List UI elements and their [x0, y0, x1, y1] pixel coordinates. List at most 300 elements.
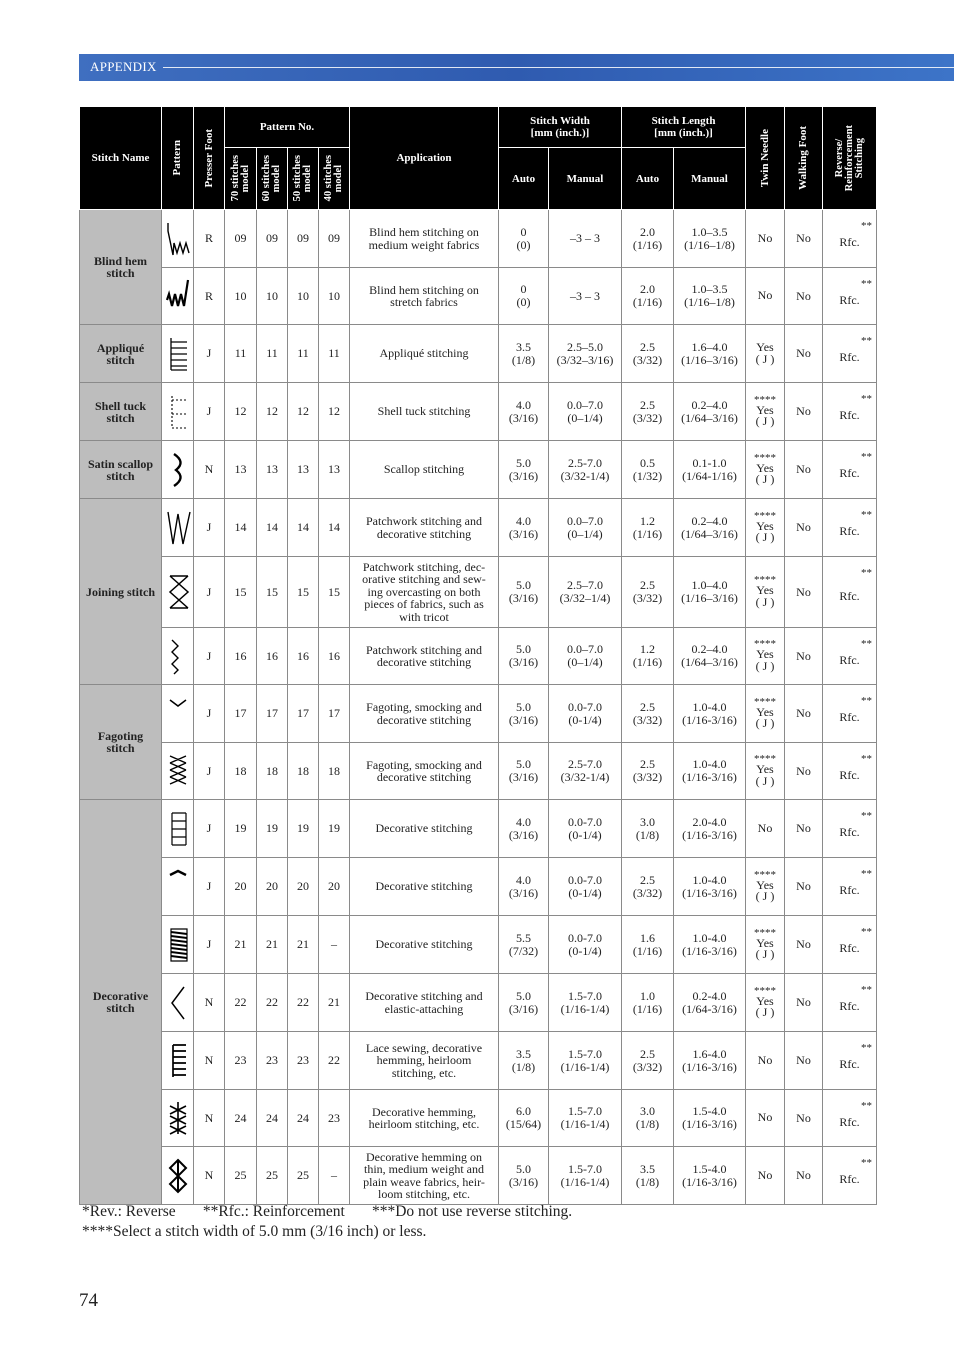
- width-manual: 0.0–7.0 (0–1/4): [549, 499, 622, 557]
- twin-needle-value: Yes ( J ): [755, 762, 775, 788]
- width-auto: 3.5 (1/8): [499, 1032, 549, 1090]
- pattern-no-60: 17: [257, 685, 288, 743]
- pattern-cell: [162, 210, 194, 268]
- twin-needle-note: ****: [754, 753, 776, 765]
- presser-foot: N: [194, 974, 225, 1032]
- walking-foot: No: [785, 1147, 823, 1205]
- reverse-reinforcement: [823, 325, 877, 383]
- pattern-no-70: 12: [225, 383, 257, 441]
- reinforcement-note: **: [861, 220, 872, 232]
- pattern-no-50: 21: [288, 916, 319, 974]
- length-auto: 1.2 (1/16): [622, 499, 674, 557]
- pattern-no-70: 10: [225, 268, 257, 325]
- pattern-cell: [162, 858, 194, 916]
- pattern-no-40: 14: [319, 499, 350, 557]
- length-auto: 2.5 (3/32): [622, 325, 674, 383]
- twin-needle-value: No: [757, 230, 773, 245]
- twin-needle-value: Yes ( J ): [755, 704, 775, 730]
- width-manual: –3 – 3: [549, 210, 622, 268]
- length-manual: 0.2-4.0 (1/64-3/16): [674, 974, 746, 1032]
- length-auto: 3.5 (1/8): [622, 1147, 674, 1205]
- twin-needle: [746, 858, 785, 916]
- stitch-group-name: Satin scallop stitch: [80, 441, 162, 499]
- decorative-dense-icon: [164, 925, 192, 965]
- reinforcement-value: Rfc.: [839, 652, 860, 667]
- walking-foot: No: [785, 916, 823, 974]
- presser-foot: J: [194, 383, 225, 441]
- pattern-cell: [162, 685, 194, 743]
- pattern-no-50: 18: [288, 743, 319, 800]
- twin-needle: [746, 210, 785, 268]
- pattern-no-60: 13: [257, 441, 288, 499]
- twin-needle: [746, 383, 785, 441]
- twin-needle-value: Yes ( J ): [755, 877, 775, 903]
- footnote-line-2: ****Select a stitch width of 5.0 mm (3/16 inch) or less.: [82, 1223, 427, 1240]
- width-manual: 0.0-7.0 (0-1/4): [549, 800, 622, 858]
- reverse-reinforcement: [823, 210, 877, 268]
- width-manual: 0.0–7.0 (0–1/4): [549, 383, 622, 441]
- twin-needle-value: No: [757, 1110, 773, 1125]
- pattern-cell: [162, 441, 194, 499]
- length-manual: 0.2–4.0 (1/64–3/16): [674, 499, 746, 557]
- pattern-no-60: 25: [257, 1147, 288, 1205]
- twin-needle-note: ****: [754, 926, 776, 939]
- pattern-no-50: 13: [288, 441, 319, 499]
- pattern-no-70: 22: [225, 974, 257, 1032]
- twin-needle-value: No: [757, 1052, 773, 1067]
- width-manual: 0.0-7.0 (0-1/4): [549, 685, 622, 743]
- presser-foot: N: [194, 441, 225, 499]
- twin-needle-note: ****: [754, 574, 776, 586]
- length-manual: 1.0-4.0 (1/16-3/16): [674, 858, 746, 916]
- decorative-chevron-icon: [164, 867, 192, 907]
- table-row: [80, 325, 877, 383]
- stretch-blind-hem-icon: [164, 276, 192, 316]
- satin-scallop-icon: [164, 450, 192, 490]
- header-model-60: 60 stitches model: [257, 148, 288, 210]
- reinforcement-value: Rfc.: [839, 1057, 860, 1071]
- twin-needle-note: ****: [754, 868, 776, 881]
- table-row: [80, 800, 877, 858]
- reinforcement-note: **: [861, 278, 872, 290]
- reinforcement-value: Rfc.: [839, 1114, 860, 1129]
- header-reverse: Reverse/ Reinforcement Stitching: [823, 107, 877, 210]
- application-text: Shell tuck stitching: [350, 383, 499, 441]
- length-auto: 2.5 (3/32): [622, 858, 674, 916]
- twin-needle-value: Yes ( J ): [755, 993, 775, 1019]
- pattern-no-60: 21: [257, 916, 288, 974]
- pattern-no-50: 11: [288, 325, 319, 383]
- reinforcement-note: **: [861, 984, 872, 996]
- reverse-reinforcement: [823, 743, 877, 800]
- walking-foot: No: [785, 858, 823, 916]
- walking-foot: No: [785, 325, 823, 383]
- length-auto: 1.2 (1/16): [622, 628, 674, 685]
- application-text: Blind hem stitching on medium weight fabrics: [350, 210, 499, 268]
- pattern-no-70: 16: [225, 628, 257, 685]
- reverse-reinforcement: [823, 628, 877, 685]
- reverse-reinforcement: [823, 974, 877, 1032]
- pattern-no-40: 09: [319, 210, 350, 268]
- pattern-no-70: 23: [225, 1032, 257, 1090]
- twin-needle: [746, 743, 785, 800]
- width-manual: 2.5-7.0 (3/32-1/4): [549, 743, 622, 800]
- table-row: [80, 499, 877, 557]
- pattern-no-40: 18: [319, 743, 350, 800]
- walking-foot: No: [785, 210, 823, 268]
- reinforcement-note: **: [861, 868, 872, 880]
- width-auto: 4.0 (3/16): [499, 383, 549, 441]
- twin-needle-note: ****: [754, 638, 776, 650]
- length-auto: 2.5 (3/32): [622, 383, 674, 441]
- table-row: [80, 974, 877, 1032]
- length-manual: 0.2–4.0 (1/64–3/16): [674, 628, 746, 685]
- decorative-ladder-icon: [164, 809, 192, 849]
- application-text: Patchwork stitching and decorative stitching: [350, 628, 499, 685]
- width-auto: 0 (0): [499, 210, 549, 268]
- length-manual: 1.0-4.0 (1/16-3/16): [674, 916, 746, 974]
- length-auto: 2.5 (3/32): [622, 743, 674, 800]
- pattern-no-60: 20: [257, 858, 288, 916]
- twin-needle-note: ****: [754, 393, 776, 406]
- table-row: [80, 628, 877, 685]
- joining-icon-2: [164, 572, 192, 612]
- pattern-no-70: 11: [225, 325, 257, 383]
- reinforcement-value: Rfc.: [839, 710, 860, 724]
- footnotes: [82, 1202, 572, 1242]
- reinforcement-value: Rfc.: [839, 767, 860, 782]
- table-row: [80, 858, 877, 916]
- walking-foot: No: [785, 800, 823, 858]
- pattern-no-40: 11: [319, 325, 350, 383]
- pattern-no-60: 16: [257, 628, 288, 685]
- application-text: Decorative stitching: [350, 858, 499, 916]
- header-width-auto: Auto: [499, 148, 549, 210]
- pattern-no-70: 19: [225, 800, 257, 858]
- twin-needle: [746, 268, 785, 325]
- width-auto: 4.0 (3/16): [499, 858, 549, 916]
- table-row: [80, 1090, 877, 1147]
- pattern-no-50: 22: [288, 974, 319, 1032]
- pattern-cell: [162, 325, 194, 383]
- length-manual: 2.0-4.0 (1/16-3/16): [674, 800, 746, 858]
- length-manual: 1.6–4.0 (1/16–3/16): [674, 325, 746, 383]
- reinforcement-value: Rfc.: [839, 350, 860, 364]
- length-manual: 0.1-1.0 (1/64-1/16): [674, 441, 746, 499]
- width-manual: 1.5-7.0 (1/16-1/4): [549, 1090, 622, 1147]
- pattern-cell: [162, 499, 194, 557]
- width-auto: 4.0 (3/16): [499, 499, 549, 557]
- twin-needle-value: Yes ( J ): [755, 460, 775, 486]
- application-text: Appliqué stitching: [350, 325, 499, 383]
- width-manual: –3 – 3: [549, 268, 622, 325]
- presser-foot: J: [194, 499, 225, 557]
- page-number: 74: [79, 1290, 98, 1311]
- twin-needle-value: Yes ( J ): [755, 935, 775, 961]
- table-row: [80, 1147, 877, 1205]
- length-manual: 1.5-4.0 (1/16-3/16): [674, 1090, 746, 1147]
- twin-needle-value: Yes ( J ): [755, 583, 775, 609]
- elastic-zigzag-icon: [164, 983, 192, 1023]
- pattern-cell: [162, 557, 194, 628]
- pattern-no-50: 10: [288, 268, 319, 325]
- length-manual: 1.0-4.0 (1/16-3/16): [674, 743, 746, 800]
- pattern-no-40: 17: [319, 685, 350, 743]
- reinforcement-value: Rfc.: [839, 825, 860, 839]
- header-model-70: 70 stitches model: [225, 148, 257, 210]
- width-auto: 5.0 (3/16): [499, 743, 549, 800]
- reinforcement-value: Rfc.: [839, 235, 860, 249]
- width-manual: 0.0-7.0 (0-1/4): [549, 858, 622, 916]
- pattern-cell: [162, 383, 194, 441]
- reinforcement-note: **: [861, 567, 872, 579]
- reinforcement-note: **: [861, 638, 872, 650]
- width-manual: 0.0-7.0 (0-1/4): [549, 916, 622, 974]
- twin-needle: [746, 1090, 785, 1147]
- walking-foot: No: [785, 628, 823, 685]
- reverse-reinforcement: [823, 1032, 877, 1090]
- length-manual: 0.2–4.0 (1/64–3/16): [674, 383, 746, 441]
- shell-tuck-icon: [164, 392, 192, 432]
- application-text: Fagoting, smocking and decorative stitching: [350, 743, 499, 800]
- twin-needle: [746, 974, 785, 1032]
- pattern-no-60: 10: [257, 268, 288, 325]
- presser-foot: R: [194, 268, 225, 325]
- application-text: Decorative stitching: [350, 916, 499, 974]
- stitch-group-name: Joining stitch: [80, 499, 162, 685]
- reinforcement-note: **: [861, 810, 872, 822]
- length-auto: 1.6 (1/16): [622, 916, 674, 974]
- walking-foot: No: [785, 441, 823, 499]
- reverse-reinforcement: [823, 858, 877, 916]
- length-auto: 2.5 (3/32): [622, 685, 674, 743]
- twin-needle-note: ****: [754, 984, 776, 997]
- twin-needle-value: No: [757, 288, 773, 303]
- reinforcement-value: Rfc.: [839, 408, 860, 422]
- presser-foot: J: [194, 743, 225, 800]
- pattern-no-70: 21: [225, 916, 257, 974]
- application-text: Patchwork stitching and decorative stitching: [350, 499, 499, 557]
- pattern-cell: [162, 916, 194, 974]
- twin-needle: [746, 557, 785, 628]
- reverse-reinforcement: [823, 441, 877, 499]
- reverse-reinforcement: [823, 916, 877, 974]
- header-stitch-width: Stitch Width [mm (inch.)]: [499, 107, 622, 148]
- pattern-no-40: –: [319, 1147, 350, 1205]
- width-auto: 6.0 (15/64): [499, 1090, 549, 1147]
- table-row: [80, 557, 877, 628]
- reinforcement-note: **: [861, 1100, 872, 1112]
- twin-needle-value: Yes ( J ): [755, 647, 775, 673]
- pattern-no-60: 22: [257, 974, 288, 1032]
- twin-needle: [746, 916, 785, 974]
- header-model-50: 50 stitches model: [288, 148, 319, 210]
- reinforcement-note: **: [861, 509, 872, 521]
- blind-hem-icon: [164, 219, 192, 259]
- pattern-cell: [162, 743, 194, 800]
- presser-foot: N: [194, 1090, 225, 1147]
- length-manual: 1.0–3.5 (1/16–1/8): [674, 268, 746, 325]
- twin-needle: [746, 1147, 785, 1205]
- pattern-cell: [162, 1090, 194, 1147]
- header-stitch-length: Stitch Length [mm (inch.)]: [622, 107, 746, 148]
- presser-foot: N: [194, 1147, 225, 1205]
- twin-needle: [746, 441, 785, 499]
- reverse-reinforcement: [823, 1090, 877, 1147]
- header-rule: [163, 67, 954, 68]
- table-row: [80, 383, 877, 441]
- width-auto: 5.5 (7/32): [499, 916, 549, 974]
- stitch-settings-table: [79, 106, 877, 1205]
- pattern-no-50: 14: [288, 499, 319, 557]
- stitch-group-name: Blind hem stitch: [80, 210, 162, 325]
- applique-icon: [164, 334, 192, 374]
- presser-foot: J: [194, 685, 225, 743]
- reverse-reinforcement: [823, 499, 877, 557]
- twin-needle-value: No: [757, 820, 773, 835]
- width-auto: 5.0 (3/16): [499, 685, 549, 743]
- pattern-no-70: 17: [225, 685, 257, 743]
- reinforcement-value: Rfc.: [839, 883, 860, 897]
- pattern-no-40: 12: [319, 383, 350, 441]
- pattern-no-70: 14: [225, 499, 257, 557]
- length-auto: 1.0 (1/16): [622, 974, 674, 1032]
- application-text: Decorative hemming on thin, medium weight and plain weave fabrics, heir- loom stitching, etc.: [350, 1147, 499, 1205]
- length-auto: 3.0 (1/8): [622, 800, 674, 858]
- pattern-no-60: 18: [257, 743, 288, 800]
- pattern-cell: [162, 800, 194, 858]
- width-manual: 0.0–7.0 (0–1/4): [549, 628, 622, 685]
- length-manual: 1.0–3.5 (1/16–1/8): [674, 210, 746, 268]
- pattern-no-50: 17: [288, 685, 319, 743]
- header-pattern: Pattern: [162, 107, 194, 210]
- pattern-no-40: 23: [319, 1090, 350, 1147]
- header-pattern-no: Pattern No.: [225, 107, 350, 148]
- reinforcement-note: **: [861, 393, 872, 405]
- application-text: Fagoting, smocking and decorative stitching: [350, 685, 499, 743]
- pattern-no-70: 15: [225, 557, 257, 628]
- reinforcement-note: **: [861, 926, 872, 938]
- pattern-no-60: 15: [257, 557, 288, 628]
- stitch-group-name: Appliqué stitch: [80, 325, 162, 383]
- length-auto: 2.0 (1/16): [622, 268, 674, 325]
- presser-foot: J: [194, 325, 225, 383]
- header-presser-foot: Presser Foot: [194, 107, 225, 210]
- application-text: Lace sewing, decorative hemming, heirloom stitching, etc.: [350, 1032, 499, 1090]
- table-row: [80, 743, 877, 800]
- pattern-no-40: 19: [319, 800, 350, 858]
- length-manual: 1.0-4.0 (1/16-3/16): [674, 685, 746, 743]
- twin-needle: [746, 628, 785, 685]
- pattern-no-40: 10: [319, 268, 350, 325]
- reinforcement-value: Rfc.: [839, 292, 860, 307]
- table-row: [80, 685, 877, 743]
- footnote-line-1: *Rev.: Reverse **Rfc.: Reinforcement ***Do not use reverse stitching.: [82, 1203, 573, 1220]
- walking-foot: No: [785, 743, 823, 800]
- presser-foot: J: [194, 916, 225, 974]
- pattern-no-60: 24: [257, 1090, 288, 1147]
- fagoting-icon-2: [164, 751, 192, 791]
- length-manual: 1.5-4.0 (1/16-3/16): [674, 1147, 746, 1205]
- section-header-bar: [79, 54, 954, 81]
- application-text: Decorative stitching and elastic-attaching: [350, 974, 499, 1032]
- pattern-no-40: 16: [319, 628, 350, 685]
- pattern-no-50: 12: [288, 383, 319, 441]
- length-auto: 0.5 (1/32): [622, 441, 674, 499]
- pattern-no-50: 19: [288, 800, 319, 858]
- pattern-no-70: 20: [225, 858, 257, 916]
- pattern-no-70: 25: [225, 1147, 257, 1205]
- table-row: [80, 268, 877, 325]
- pattern-no-50: 20: [288, 858, 319, 916]
- pattern-no-70: 24: [225, 1090, 257, 1147]
- pattern-no-60: 11: [257, 325, 288, 383]
- header-length-auto: Auto: [622, 148, 674, 210]
- fagoting-icon-1: [164, 694, 192, 734]
- twin-needle: [746, 325, 785, 383]
- pattern-no-50: 16: [288, 628, 319, 685]
- twin-needle: [746, 800, 785, 858]
- length-auto: 2.5 (3/32): [622, 1032, 674, 1090]
- reinforcement-value: Rfc.: [839, 1172, 860, 1186]
- twin-needle-note: ****: [754, 451, 776, 464]
- reverse-reinforcement: [823, 383, 877, 441]
- twin-needle-value: Yes ( J ): [755, 402, 775, 428]
- width-auto: 3.5 (1/8): [499, 325, 549, 383]
- pattern-no-40: 21: [319, 974, 350, 1032]
- reverse-reinforcement: [823, 800, 877, 858]
- width-auto: 5.0 (3/16): [499, 441, 549, 499]
- pattern-cell: [162, 628, 194, 685]
- pattern-cell: [162, 974, 194, 1032]
- header-width-manual: Manual: [549, 148, 622, 210]
- header-length-manual: Manual: [674, 148, 746, 210]
- reinforcement-note: **: [861, 753, 872, 765]
- length-manual: 1.6-4.0 (1/16-3/16): [674, 1032, 746, 1090]
- table-row: [80, 1032, 877, 1090]
- table-row: [80, 441, 877, 499]
- reinforcement-note: **: [861, 335, 872, 347]
- reverse-reinforcement: [823, 1147, 877, 1205]
- pattern-no-70: 18: [225, 743, 257, 800]
- width-auto: 5.0 (3/16): [499, 974, 549, 1032]
- length-manual: 1.0–4.0 (1/16–3/16): [674, 557, 746, 628]
- length-auto: 3.0 (1/8): [622, 1090, 674, 1147]
- header-twin-needle: Twin Needle: [746, 107, 785, 210]
- presser-foot: J: [194, 628, 225, 685]
- walking-foot: No: [785, 499, 823, 557]
- pattern-no-50: 15: [288, 557, 319, 628]
- twin-needle: [746, 499, 785, 557]
- reinforcement-value: Rfc.: [839, 588, 860, 603]
- heirloom-diamond-icon: [164, 1156, 192, 1196]
- application-text: Patchwork stitching, dec- orative stitching and sew- ing overcasting on both pieces of fabrics, such as with tricot: [350, 557, 499, 628]
- presser-foot: J: [194, 858, 225, 916]
- pattern-no-40: 13: [319, 441, 350, 499]
- reinforcement-value: Rfc.: [839, 999, 860, 1013]
- header-model-40: 40 stitches model: [319, 148, 350, 210]
- walking-foot: No: [785, 974, 823, 1032]
- header-walking-foot: Walking Foot: [785, 107, 823, 210]
- pattern-no-50: 09: [288, 210, 319, 268]
- pattern-cell: [162, 268, 194, 325]
- length-auto: 2.0 (1/16): [622, 210, 674, 268]
- header-stitch-name: Stitch Name: [80, 107, 162, 210]
- stitch-group-name: Fagoting stitch: [80, 685, 162, 800]
- walking-foot: No: [785, 685, 823, 743]
- pattern-no-50: 25: [288, 1147, 319, 1205]
- twin-needle-value: Yes ( J ): [755, 518, 775, 544]
